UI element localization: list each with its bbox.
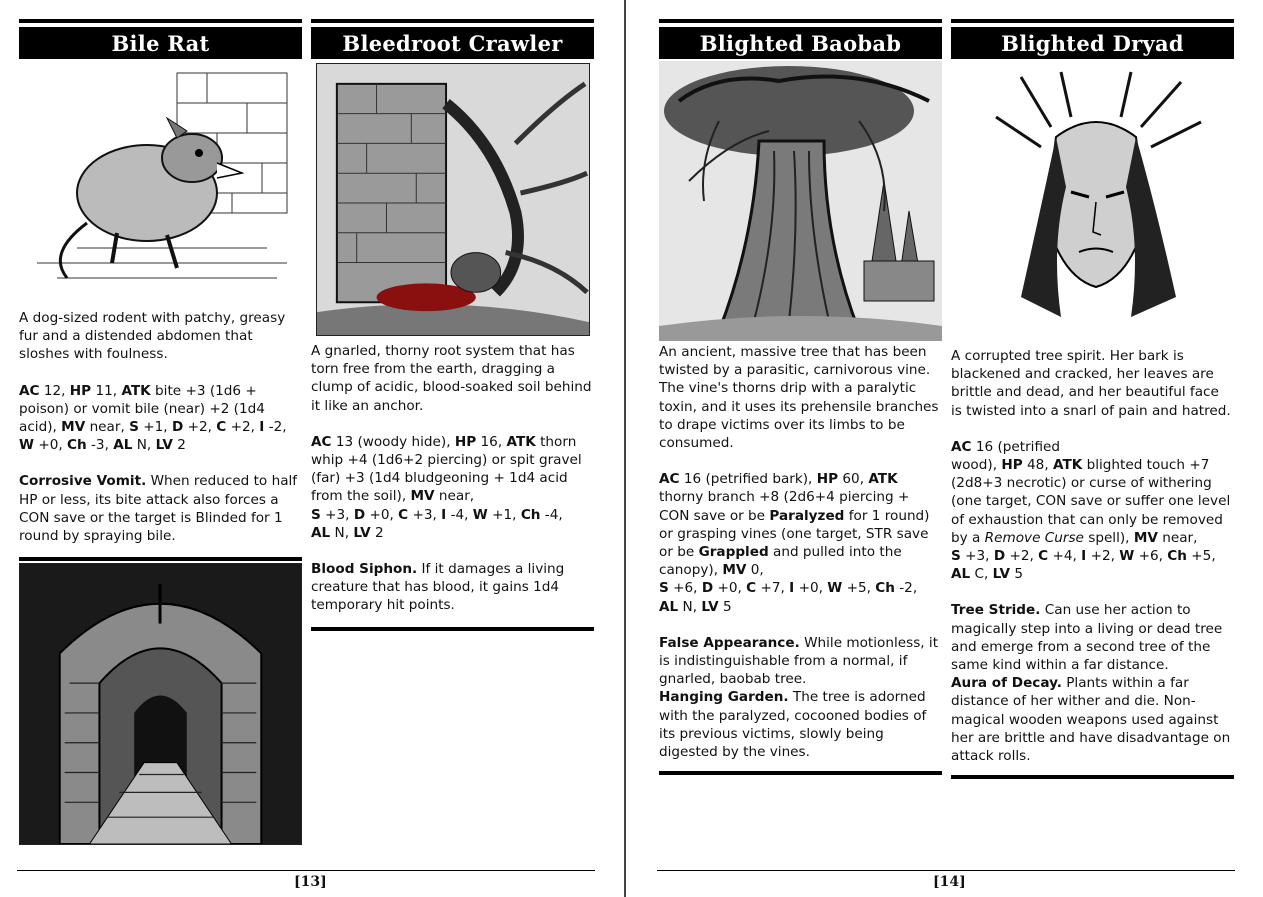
bile-rat-illustration xyxy=(27,63,297,293)
page-number: [14] xyxy=(933,874,966,890)
stat-block: AC 16 (petrified bark), HP 60, ATK thorny branch +8 (2d6+4 piercing + CON save or be Paralyzed for 1 round) or grasping vines (one target, STR save or be Grappled and pulled into the canopy), MV 0, S +6, D +0, C +7, I +0, W +5, Ch -2, AL N, LV 5 xyxy=(659,471,930,615)
page-spine xyxy=(624,0,626,897)
trait-hanging-garden: Hanging Garden. The tree is adorned with the paralyzed, cocooned bodies of its previous victims, slowly being digested by the vines. xyxy=(659,689,927,761)
stat-block: AC 16 (petrified wood), HP 48, ATK blighted touch +7 (2d8+3 necrotic) or curse of withering (one target, CON save or suffer one level of exhaustion that can only be removed by a Remove Curse spell), MV near, S +3, D +2, C +4, I +2, W +6, Ch +5, AL C, LV 5 xyxy=(951,438,1231,583)
trait-aura-of-decay: Aura of Decay. Plants within a far distance of her wither and die. Non-magical wooden weapons used against her are brittle and have disadvantage on attack rolls. xyxy=(951,675,1231,765)
trait-blood-siphon: Blood Siphon. If it damages a living creature that has blood, it gains 1d4 temporary hit points. xyxy=(311,561,565,614)
trait-corrosive-vomit: Corrosive Vomit. When reduced to half HP or less, its bite attack also forces a CON save or the target is Blinded for 1 round by spraying bile. xyxy=(19,473,298,545)
monster-bleedroot-crawler xyxy=(311,19,594,631)
trait-false-appearance: False Appearance. While motionless, it is indistinguishable from a normal, if gnarled, baobab tree. xyxy=(659,634,939,688)
monster-description: A corrupted tree spirit. Her bark is blackened and cracked, her leaves are brittle and dead, and her beautiful face is twisted into a snarl of pain and hatred. xyxy=(951,348,1231,419)
monster-description: An ancient, massive tree that has been twisted by a parasitic, carnivorous vine. The vine's thorns drip with a paralytic toxin, and it uses its prehensile branches to drape victims over its limbs to be consumed. xyxy=(659,344,939,452)
top-rule xyxy=(951,19,1234,23)
monster-title: Bile Rat xyxy=(19,27,302,59)
blighted-dryad-illustration xyxy=(981,67,1211,322)
dungeon-corridor-illustration xyxy=(19,563,302,845)
section-end-rule xyxy=(659,771,942,775)
monster-blighted-dryad xyxy=(951,19,1234,779)
monster-title: Blighted Dryad xyxy=(951,27,1234,59)
monster-description: A dog-sized rodent with patchy, greasy fur and a distended abdomen that sloshes with foulness. xyxy=(19,310,286,363)
section-end-rule xyxy=(951,775,1234,779)
monster-bile-rat xyxy=(19,19,302,561)
monster-title: Bleedroot Crawler xyxy=(311,27,594,59)
trait-tree-stride: Tree Stride. Can use her action to magically step into a living or dead tree and emerge from a second tree of the same kind within a far distance. xyxy=(951,602,1223,674)
bleedroot-crawler-illustration xyxy=(316,63,590,336)
monster-description: A gnarled, thorny root system that has torn free from the earth, dragging a clump of acidic, blood-soaked soil behind it like an anchor. xyxy=(311,343,592,414)
section-end-rule xyxy=(19,557,302,561)
top-rule xyxy=(311,19,594,23)
stat-block: AC 13 (woody hide), HP 16, ATK thorn whip +4 (1d6+2 piercing) or spit gravel (far) +3 (1d4 bludgeoning + 1d4 acid from the soil), MV near, S +3, D +0, C +3, I -4, W +1, Ch -4, AL N, LV 2 xyxy=(311,433,582,541)
monster-title: Blighted Baobab xyxy=(659,27,942,59)
section-end-rule xyxy=(311,627,594,631)
footer-rule xyxy=(17,870,595,871)
footer-rule xyxy=(657,870,1235,871)
top-rule xyxy=(659,19,942,23)
top-rule xyxy=(19,19,302,23)
stat-block: AC 12, HP 11, ATK bite +3 (1d6 + poison) or vomit bile (near) +2 (1d4 acid), MV near, S +1, D +2, C +2, I -2, W +0, Ch -3, AL N, LV 2 xyxy=(19,382,287,454)
page-number: [13] xyxy=(294,874,327,890)
monster-blighted-baobab xyxy=(659,19,942,775)
blighted-baobab-illustration xyxy=(659,61,942,341)
